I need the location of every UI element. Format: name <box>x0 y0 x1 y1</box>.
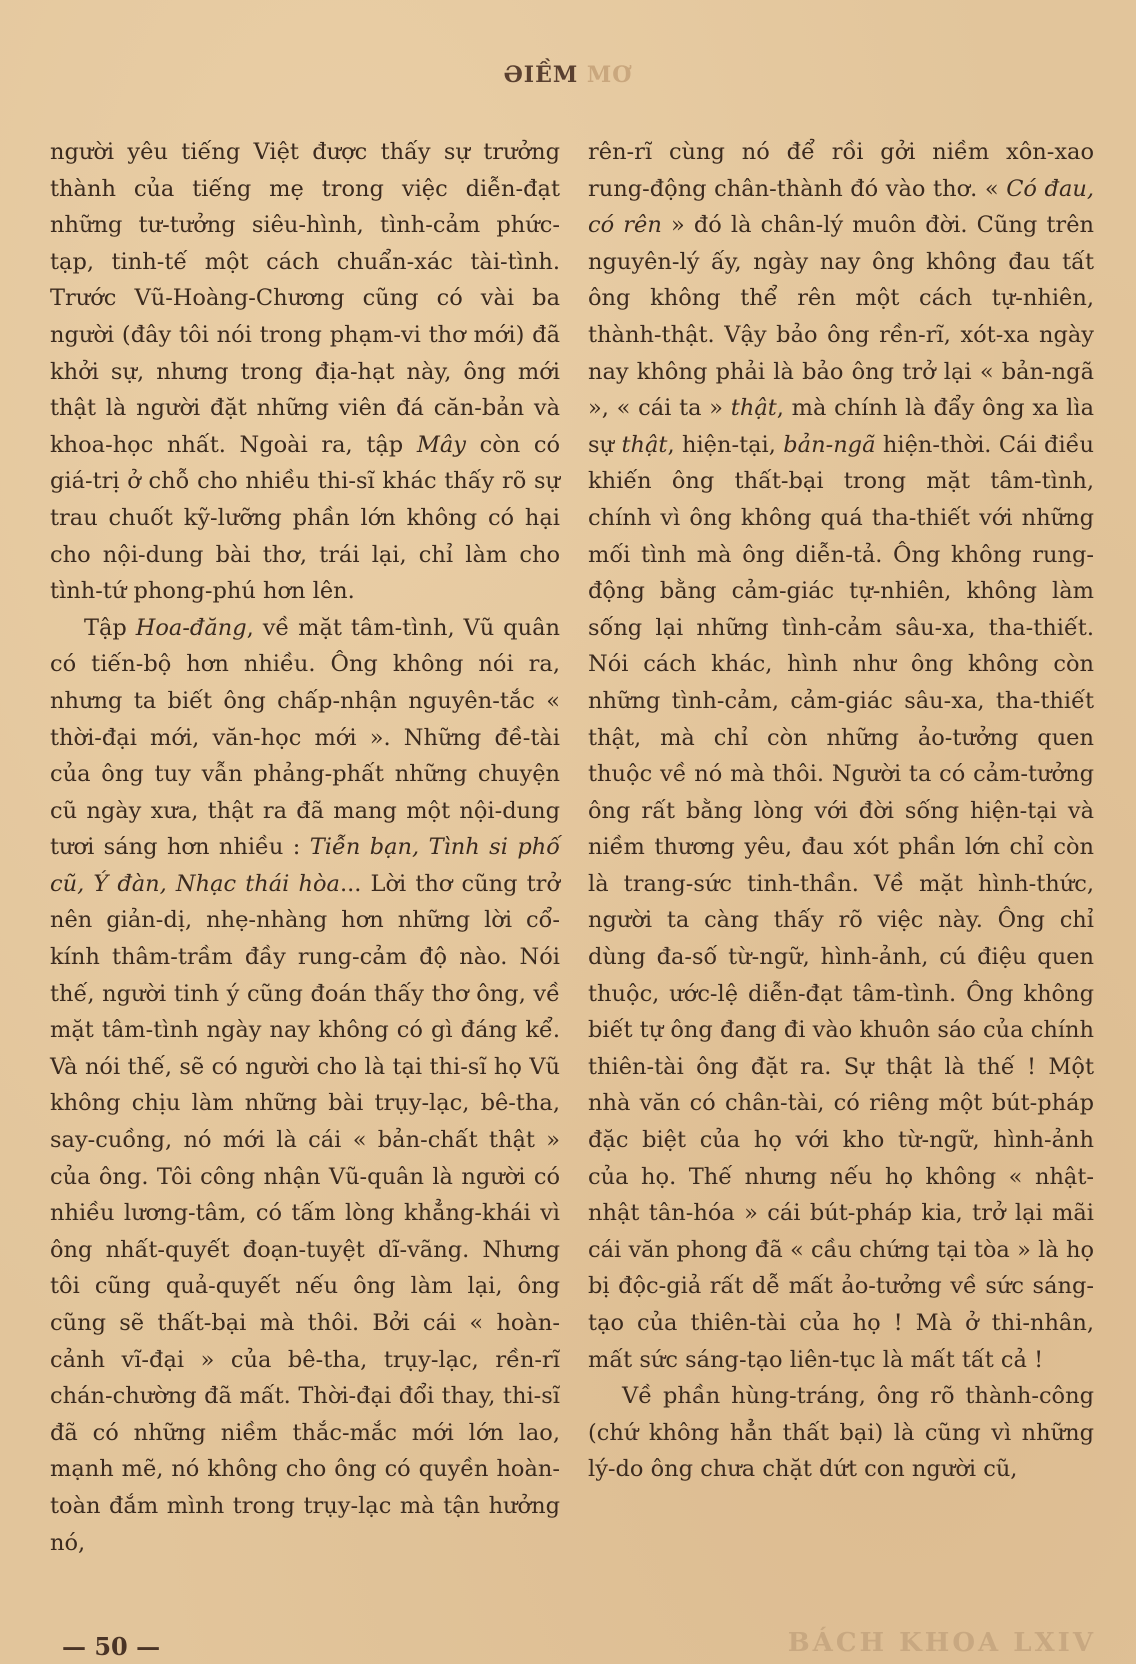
body-text: , hiện-tại, <box>667 431 784 458</box>
running-header-title-faded: MƠ <box>586 62 633 88</box>
italic-title-text: Tiễn bạn, Tình si phố cũ, Ý đàn, Nhạc thái hòa <box>50 834 560 897</box>
body-text: , về mặt tâm-tình, Vũ quân có tiến-bộ hơn nhiều. Ông không nói ra, nhưng ta biết ông chấp-nhận nguyên-tắc « thời-đại mới, văn-học mới ». Những đề-tài của ông tuy vẫn phảng-phất những chuyện cũ ngày xưa, thật ra đã mang một nội-dung tươi sáng hơn nhiều : <box>50 614 560 861</box>
body-text: Tập <box>84 614 136 641</box>
body-text: Về phần hùng-tráng, ông rõ thành-công (chứ không hẳn thất bại) là cũng vì những lý-do ông chưa chặt dứt con người cũ, <box>588 1383 1094 1483</box>
body-text: , mà chính là đẩy ông xa lìa sự <box>588 395 1094 458</box>
italic-title-text: thật <box>730 395 777 422</box>
body-text: » đó là chân-lý muôn đời. Cũng trên nguyên-lý ấy, ngày nay ông không đau tất ông không thể rên một cách tự-nhiên, thành-thật. Vậy bảo ông rền-rĩ, xót-xa ngày nay không phải là bảo ông trở lại « bản-ngã », « cái ta » <box>588 212 1094 422</box>
body-text: hiện-thời. Cái điều khiến ông thất-bại trong mặt tâm-tình, chính vì ông không quá tha-thiết với những mối tình mà ông diễn-tả. Ông không rung-động bằng cảm-giác tự-nhiên, không làm sống lại những tình-cảm sâu-xa, tha-thiết. Nói cách khác, hình như ông không còn những tình-cảm, cảm-giác sâu-xa, tha-thiết thật, mà chỉ còn những ảo-tưởng quen thuộc về nó mà thôi. Người ta có cảm-tưởng ông rất bằng lòng với đời sống hiện-tại và niềm thương yêu, đau xót phần lớn chỉ còn là trang-sức tinh-thần. Về mặt hình-thức, người ta càng thấy rõ việc này. Ông chỉ dùng đa-số từ-ngữ, hình-ảnh, cú điệu quen thuộc, ước-lệ diễn-đạt tâm-tình. Ông không biết tự ông đang đi vào khuôn sáo của chính thiên-tài ông đặt ra. Sự thật là thế ! Một nhà văn có chân-tài, có riêng một bút-pháp đặc biệt của họ với kho từ-ngữ, hình-ảnh của họ. Thế nhưng nếu họ không « nhật-nhật tân-hóa » cái bút-pháp kia, trở lại mãi cái văn phong đã « cầu chứng tại tòa » là họ bị độc-giả rất dễ mất ảo-tưởng về sức sáng-tạo của thiên-tài của họ ! Mà ở thi-nhân, mất sức sáng-tạo liên-tục là mất tất cả ! <box>588 431 1094 1373</box>
body-text: rên-rĩ cùng nó để rồi gởi niềm xôn-xao rung-động chân-thành đó vào thơ. « <box>588 139 1094 202</box>
italic-title-text: Hoa-đăng <box>135 614 247 641</box>
body-text: người yêu tiếng Việt được thấy sự trưởng thành của tiếng mẹ trong việc diễn-đạt những tư-tưởng siêu-hình, tình-cảm phức-tạp, tinh-tế một cách chuẩn-xác tài-tình. Trước Vũ-Hoàng-Chương cũng có vài ba người (đây tôi nói trong phạm-vi thơ mới) đã khởi sự, nhưng trong địa-hạt này, ông mới thật là người đặt những viên đá căn-bản và khoa-học nhất. Ngoài ra, tập <box>50 139 560 458</box>
italic-title-text: thật <box>621 431 668 458</box>
left-column-paragraph <box>50 134 560 610</box>
italic-title-text: Mây <box>416 431 466 458</box>
italic-title-text: bản-ngã <box>783 431 876 458</box>
right-column-paragraph <box>588 1378 1094 1488</box>
running-header-title: ƏIỀM <box>503 62 579 88</box>
body-text: còn có giá-trị ở chỗ cho nhiều thi-sĩ khác thấy rõ sự trau chuốt kỹ-lưỡng phần lớn không có hại cho nội-dung bài thơ, trái lại, chỉ làm cho tình-tứ phong-phú hơn lên. <box>50 431 561 605</box>
left-column <box>50 134 560 1561</box>
right-column-paragraph <box>588 134 1094 1378</box>
left-column-paragraph <box>50 610 560 1561</box>
right-column <box>588 134 1094 1488</box>
body-text: ... Lời thơ cũng trở nên giản-dị, nhẹ-nhàng hơn những lời cổ-kính thâm-trầm đầy rung-cảm độ nào. Nói thế, người tinh ý cũng đoán thấy thơ ông, về mặt tâm-tình ngày nay không có gì đáng kể. Và nói thế, sẽ có người cho là tại thi-sĩ họ Vũ không chịu làm những bài trụy-lạc, bê-tha, say-cuồng, nó mới là cái « bản-chất thật » của ông. Tôi công nhận Vũ-quân là người có nhiều lương-tâm, có tấm lòng khẳng-khái vì ông nhất-quyết đoạn-tuyệt dĩ-vãng. Nhưng tôi cũng quả-quyết nếu ông làm lại, ông cũng sẽ thất-bại mà thôi. Bởi cái « hoàn-cảnh vĩ-đại » của bê-tha, trụy-lạc, rền-rĩ chán-chường đã mất. Thời-đại đổi thay, thi-sĩ đã có những niềm thắc-mắc mới lớn lao, mạnh mẽ, nó không cho ông có quyền hoàn-toàn đắm mình trong trụy-lạc mà tận hưởng nó, <box>50 870 560 1556</box>
italic-title-text: Có đau, có rên <box>588 175 1095 239</box>
magazine-title: BÁCH KHOA LXIV <box>787 1628 1096 1658</box>
page-number: — 50 — <box>62 1632 161 1661</box>
running-header <box>0 62 1136 88</box>
